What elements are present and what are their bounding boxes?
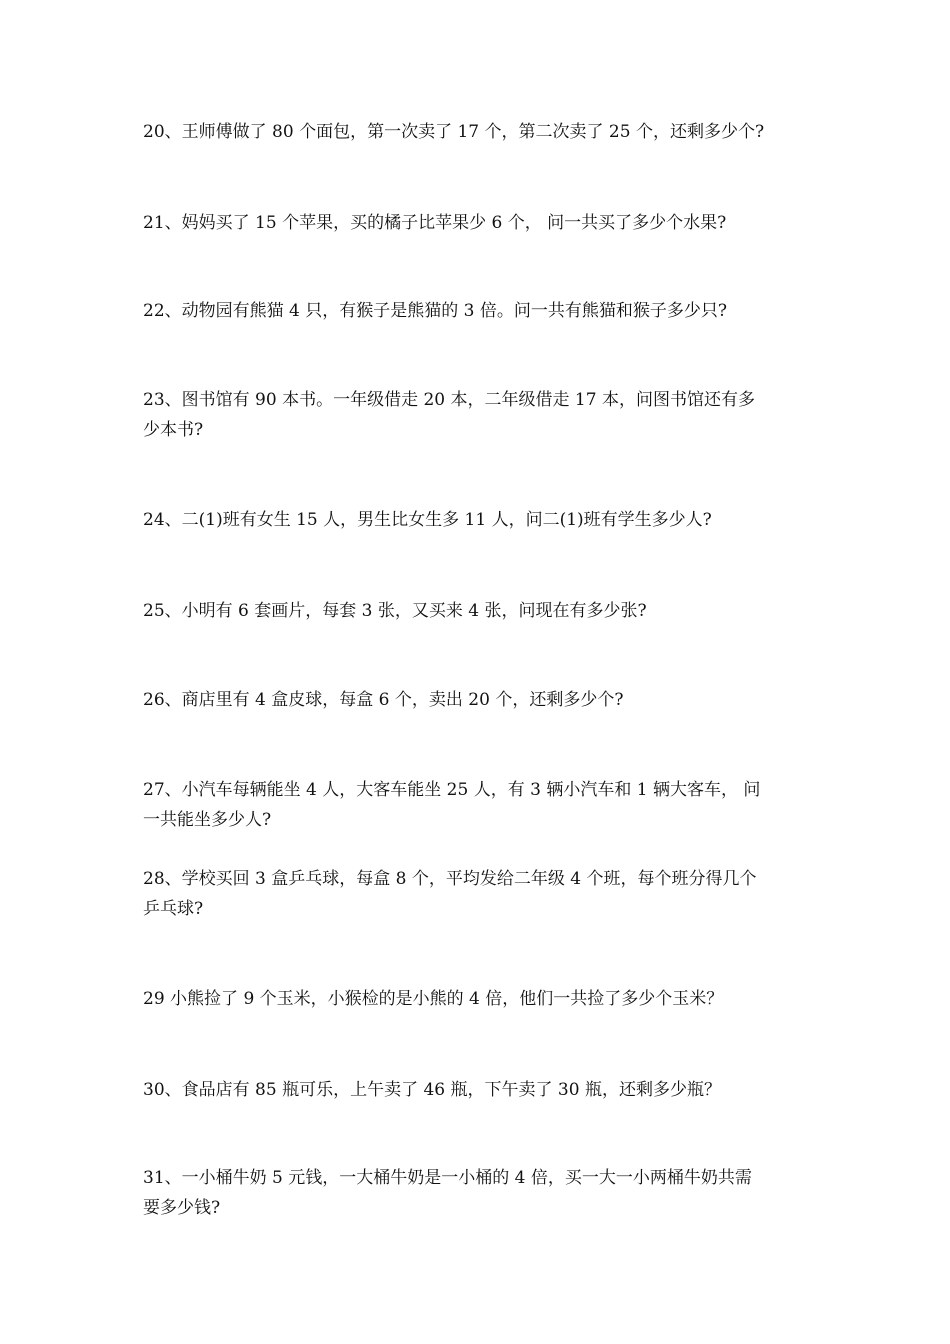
question-text: 23、图书馆有 90 本书。一年级借走 20 本，二年级借走 17 本，问图书馆还有多 <box>143 390 755 410</box>
question-20 <box>143 117 813 147</box>
question-21 <box>143 208 813 238</box>
question-text: 26、商店里有 4 盒皮球，每盒 6 个，卖出 20 个，还剩多少个? <box>143 690 624 710</box>
question-text-continuation: 少本书? <box>143 420 204 440</box>
question-text-continuation: 要多少钱? <box>143 1198 221 1218</box>
question-text: 24、二(1)班有女生 15 人，男生比女生多 11 人，问二(1)班有学生多少人? <box>143 510 712 530</box>
question-27 <box>143 775 813 835</box>
question-30 <box>143 1075 813 1105</box>
question-text: 31、一小桶牛奶 5 元钱，一大桶牛奶是一小桶的 4 倍，买一大一小两桶牛奶共需 <box>143 1168 752 1188</box>
question-text-continuation: 乒乓球? <box>143 899 204 919</box>
question-text: 27、小汽车每辆能坐 4 人，大客车能坐 25 人，有 3 辆小汽车和 1 辆大客车， 问 <box>143 780 761 800</box>
question-text: 20、王师傅做了 80 个面包，第一次卖了 17 个，第二次卖了 25 个，还剩多少个? <box>143 122 765 142</box>
question-text: 28、学校买回 3 盒乒乓球，每盒 8 个，平均发给二年级 4 个班，每个班分得几个 <box>143 869 757 889</box>
question-24 <box>143 505 813 535</box>
question-31 <box>143 1163 813 1223</box>
question-text: 25、小明有 6 套画片，每套 3 张，又买来 4 张，问现在有多少张? <box>143 601 647 621</box>
question-text: 29 小熊捡了 9 个玉米，小猴检的是小熊的 4 倍，他们一共捡了多少个玉米？ <box>143 989 724 1009</box>
question-26 <box>143 685 813 715</box>
question-text: 30、食品店有 85 瓶可乐，上午卖了 46 瓶，下午卖了 30 瓶，还剩多少瓶？ <box>143 1080 721 1100</box>
question-23 <box>143 385 813 445</box>
question-text-continuation: 一共能坐多少人? <box>143 810 272 830</box>
question-29 <box>143 984 813 1014</box>
question-28 <box>143 864 813 924</box>
question-25 <box>143 596 813 626</box>
question-22 <box>143 296 813 326</box>
question-text: 22、动物园有熊猫 4 只，有猴子是熊猫的 3 倍。问一共有熊猫和猴子多少只? <box>143 301 727 321</box>
question-text: 21、妈妈买了 15 个苹果，买的橘子比苹果少 6 个， 问一共买了多少个水果? <box>143 213 727 233</box>
